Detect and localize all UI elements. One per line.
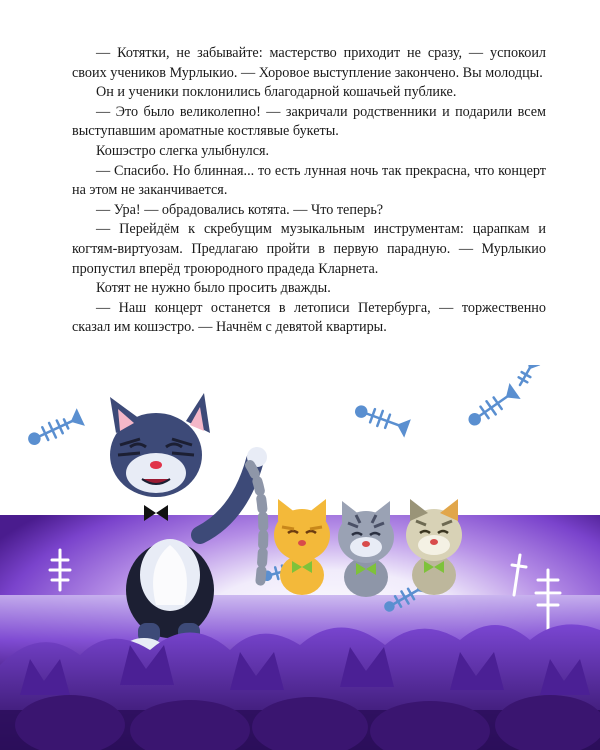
story-text [72,44,546,338]
concert-illustration [0,365,600,750]
cream-kitten [406,499,462,595]
paragraph: — Наш концерт останется в летописи Петербурга, — торжественно сказал им кошэстро. — Начнём с девятой квартиры. [72,299,546,336]
paragraph: — Это было великолепно! — закричали родственники и подарили всем выступавшим ароматные костлявые букеты. [72,103,546,140]
grey-kitten [338,501,394,597]
paragraph: Он и ученики поклонились благодарной кошачьей публике. [96,84,457,101]
orange-kitten [274,499,330,595]
paragraph: — Ура! — обрадовались котята. — Что теперь? [96,201,384,218]
paragraph: — Перейдём к скребущим музыкальным инструментам: царапкам и когтям-виртуозам. Предлагаю пройти в первую парадную. — Мурлыкио пропустил вперёд троюродного прадеда Кларнета. [72,221,546,277]
paragraph: — Спасибо. Но блинная... то есть лунная ночь так прекрасна, что концерт на этом не заканчивается. [72,162,546,199]
paragraph: Котят не нужно было просить дважды. [96,280,331,297]
paragraph: Кошэстро слегка улыбнулся. [96,142,270,159]
paragraph: — Котятки, не забывайте: мастерство приходит не сразу, — успокоил своих учеников Мурлыкио. — Хоровое выступление закончено. Вы молодцы. [72,45,546,81]
